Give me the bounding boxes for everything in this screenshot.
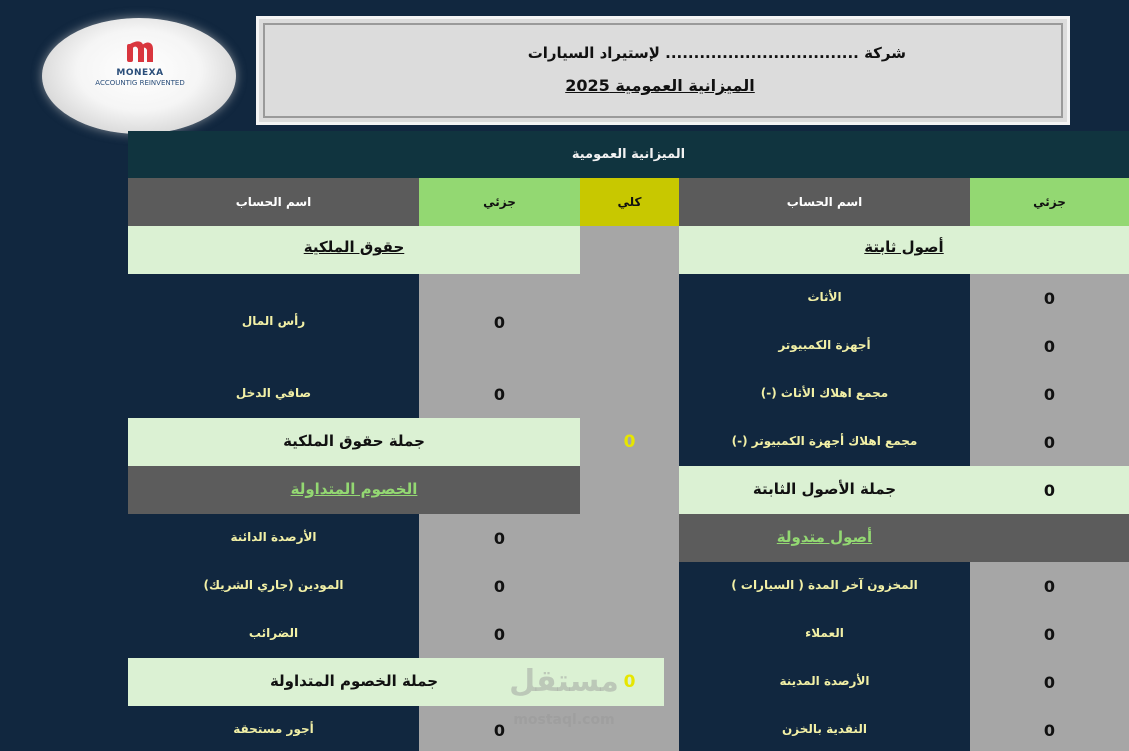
liability-label-credit-balances: الأرصدة الدائنة <box>230 530 317 544</box>
liability-value-partner-current: 0 <box>493 577 506 596</box>
liability-value-taxes: 0 <box>493 625 506 644</box>
header-assets-account-name: اسم الحساب <box>679 178 970 226</box>
asset-value-cash: 0 <box>1043 721 1056 740</box>
asset-label-computers-depreciation: مجمع اهلاك أجهزة الكمبيوتر (-) <box>731 434 918 448</box>
fixed-assets-title: أصول ثابتة <box>864 238 944 256</box>
liability-label-accrued-wages: أجور مستحقة <box>233 722 314 736</box>
liability-value-credit-balances: 0 <box>493 529 506 548</box>
asset-label-customers: العملاء <box>805 626 844 640</box>
asset-label-furniture-depreciation: مجمع اهلاك الأثاث (-) <box>760 386 889 400</box>
asset-label-cash: النقدية بالخزن <box>782 722 867 736</box>
asset-label-furniture: الأثاث <box>807 290 842 304</box>
fixed-assets-total-label: جملة الأصول الثابتة <box>752 480 897 498</box>
header-assets-partial: جزئي <box>970 178 1129 226</box>
liability-label-taxes: الضرائب <box>248 626 299 640</box>
fixed-assets-total-value: 0 <box>1043 481 1056 500</box>
watermark-logo: مستقل <box>509 664 619 699</box>
liabilities-total-label: جملة الخصوم المتداولة <box>269 672 439 690</box>
asset-value-inventory: 0 <box>1043 577 1056 596</box>
report-title: الميزانية العمومية 2025 <box>565 76 755 95</box>
liabilities-total-value: 0 <box>623 672 636 692</box>
equity-label-capital: رأس المال <box>241 314 306 328</box>
watermark-url: mostaql.com <box>513 712 615 728</box>
equity-value-net-income: 0 <box>493 385 506 404</box>
liability-value-accrued-wages: 0 <box>493 721 506 740</box>
asset-label-computers: أجهزة الكمبيوتر <box>778 338 871 352</box>
sheet-title-bar <box>128 131 1129 178</box>
header-equity-account-name: اسم الحساب <box>128 178 419 226</box>
equity-value-capital: 0 <box>493 313 506 332</box>
equity-title: حقوق الملكية <box>303 238 405 256</box>
asset-value-furniture-depreciation: 0 <box>1043 385 1056 404</box>
asset-value-customers: 0 <box>1043 625 1056 644</box>
company-title: شركة .................................. لإستيراد السيارات <box>527 44 906 62</box>
equity-label-net-income: صافي الدخل <box>235 386 312 400</box>
sheet-title: الميزانية العمومية <box>571 147 686 162</box>
liability-label-partner-current: المودين (جاري الشريك) <box>203 578 344 592</box>
header-equity-partial: جزئي <box>419 178 580 226</box>
asset-value-computers-depreciation: 0 <box>1043 433 1056 452</box>
monexa-logo-icon <box>125 40 155 64</box>
header-total: كلي <box>580 178 679 226</box>
asset-value-computers: 0 <box>1043 337 1056 356</box>
equity-total-label: جملة حقوق الملكية <box>283 432 425 450</box>
asset-value-furniture: 0 <box>1043 289 1056 308</box>
current-assets-title: أصول متدولة <box>776 528 873 546</box>
asset-label-inventory: المخزون آخر المدة ( السيارات ) <box>731 578 918 592</box>
equity-total-value: 0 <box>623 432 636 452</box>
header-box <box>256 16 1070 125</box>
logo-name: MONEXA <box>116 68 164 78</box>
asset-value-debit-balances: 0 <box>1043 673 1056 692</box>
liabilities-title: الخصوم المتداولة <box>290 480 418 498</box>
logo-tagline: ACCOUNTIG REINVENTED <box>95 79 185 87</box>
asset-label-debit-balances: الأرصدة المدينة <box>779 674 870 688</box>
